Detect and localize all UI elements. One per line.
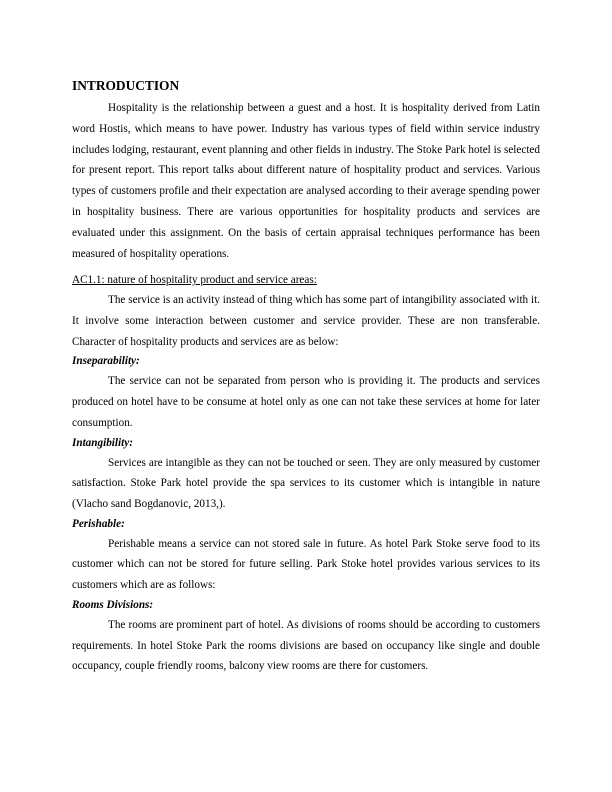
subsection-text-rooms-divisions: The rooms are prominent part of hotel. As divisions of rooms should be according to customers requirements. In hotel Stoke Park the rooms divisions are based on occupancy like single and double occupancy, couple friendly rooms, balcony view rooms are there for customers. (72, 618, 540, 673)
subsection-text-perishable: Perishable means a service can not stored sale in future. As hotel Park Stoke serve food to its customer which can not be stored for future selling. Park Stoke hotel provides various services to its customers which are as follows: (72, 537, 540, 592)
section-heading: AC1.1: nature of hospitality product and service areas: (72, 274, 317, 287)
page-title: INTRODUCTION (72, 78, 180, 93)
intro-paragraph: Hospitality is the relationship between a guest and a host. It is hospitality derived from Latin word Hostis, which means to have power. Industry has various types of field within service industry includes lodging, restaurant, event planning and other fields in industry. The Stoke Park hotel is selected for present report. This report talks about different nature of hospitality product and services. Various types of customers profile and their expectation are analysed according to their average spending power in hospitality business. There are various opportunities for hospitality products and services are evaluated under this assignment. On the basis of certain appraisal techniques performance has been measured of hospitality operations. (72, 102, 540, 260)
section-paragraph: The service is an activity instead of thing which has some part of intangibility associated with it. It involve some interaction between customer and service provider. These are non transferable. Character of hospitality products and services are as below: (72, 294, 540, 348)
document-page (72, 78, 540, 677)
subsection-heading-inseparability: Inseparability: (72, 355, 140, 368)
subsection-text-intangibility: Services are intangible as they can not be touched or seen. They are only measured by customer satisfaction. Stoke Park hotel provide the spa services to its customer which is intangible in nature (Vlacho sand Bogdanovic, 2013,). (72, 456, 540, 510)
subsection-heading-intangibility: Intangibility: (72, 436, 133, 449)
subsection-heading-perishable: Perishable: (72, 517, 125, 530)
subsection-heading-rooms-divisions: Rooms Divisions: (72, 598, 154, 611)
subsection-text-inseparability: The service can not be separated from person who is providing it. The products and services produced on hotel have to be consume at hotel only as one can not take these services at home for later consumption. (72, 375, 540, 429)
